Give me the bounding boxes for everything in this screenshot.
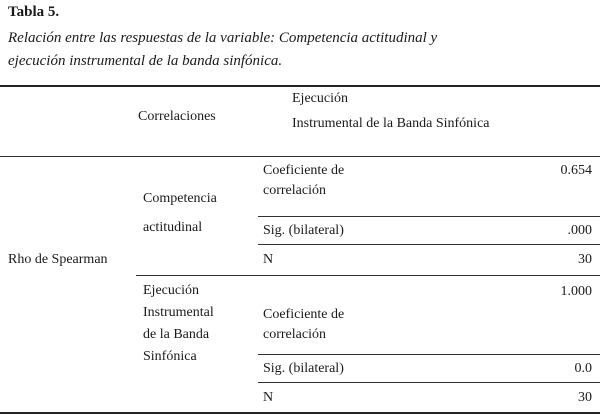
- group-rule: [136, 275, 600, 276]
- group1-name-line-2: actitudinal: [143, 220, 203, 235]
- group2-name-line-2: Instrumental: [143, 305, 214, 320]
- row-rule-4: [258, 382, 600, 383]
- group1-coef-value: 0.654: [560, 163, 592, 178]
- group1-sig-value: .000: [567, 223, 592, 238]
- row-label-rho: Rho de Spearman: [8, 252, 108, 267]
- group2-coef-label-line-2: correlación: [263, 327, 326, 342]
- row-rule-1: [258, 216, 600, 217]
- group2-name-line-1: Ejecución: [143, 283, 199, 298]
- table-title: Tabla 5.: [8, 4, 60, 20]
- table-caption-line-2: ejecución instrumental de la banda sinfónica.: [8, 53, 283, 69]
- group1-name-line-1: Competencia: [143, 191, 217, 206]
- row-rule-2: [258, 244, 600, 245]
- header-column-line-2: Instrumental de la Banda Sinfónica: [292, 116, 490, 131]
- group1-sig-label: Sig. (bilateral): [263, 223, 344, 238]
- table-caption-line-1: Relación entre las respuestas de la variable: Competencia actitudinal y: [8, 30, 438, 46]
- group2-name-line-3: de la Banda: [143, 327, 210, 342]
- group2-n-value: 30: [578, 390, 592, 405]
- group1-coef-label-line-2: correlación: [263, 183, 326, 198]
- group2-coef-label-line-1: Coeficiente de: [263, 307, 345, 322]
- group2-coef-value: 1.000: [560, 284, 592, 299]
- table-top-rule: [0, 85, 600, 87]
- group1-coef-label-line-1: Coeficiente de: [263, 163, 345, 178]
- header-rule: [0, 156, 600, 157]
- group2-sig-label: Sig. (bilateral): [263, 361, 344, 376]
- group1-n-label: N: [263, 252, 274, 267]
- header-column-line-1: Ejecución: [292, 91, 348, 106]
- row-rule-3: [258, 354, 600, 355]
- group2-sig-value: 0.0: [574, 361, 592, 376]
- header-correlaciones: Correlaciones: [138, 109, 216, 124]
- group1-n-value: 30: [578, 252, 592, 267]
- group2-n-label: N: [263, 390, 274, 405]
- group2-name-line-4: Sinfónica: [143, 349, 197, 364]
- table-bottom-rule: [0, 412, 600, 414]
